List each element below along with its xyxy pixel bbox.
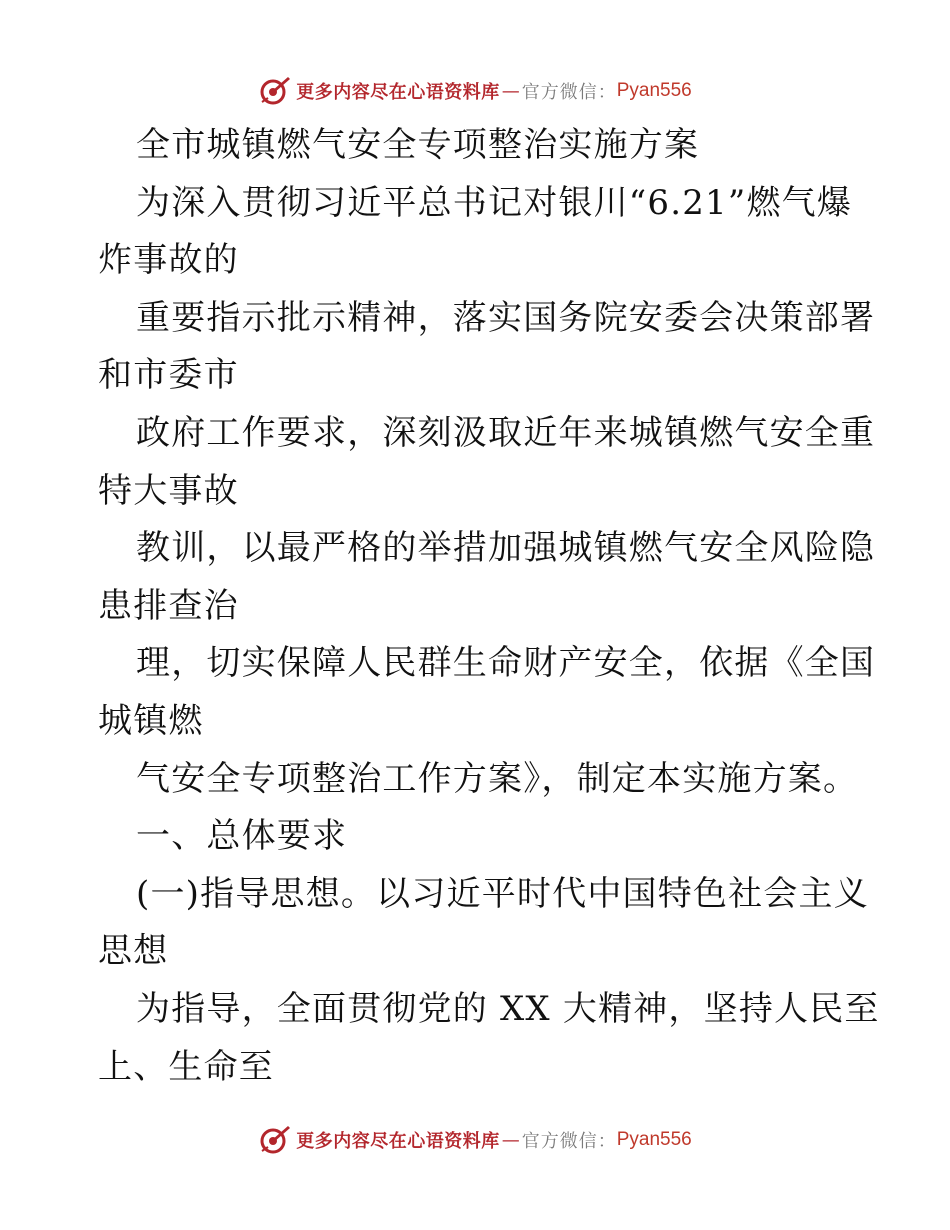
document-title: 全市城镇燃气安全专项整治实施方案 (136, 125, 700, 165)
section-heading: 一、总体要求 (136, 816, 348, 857)
header-banner (0, 71, 950, 111)
text-line: 上、生命至 (98, 1046, 274, 1087)
header-separator: — (501, 80, 520, 102)
text-line: 患排查治 (98, 585, 239, 626)
text-line: 和市委市 (98, 355, 239, 396)
text-line: 为指导，全面贯彻党的 XX 大精神，坚持人民至 (136, 988, 880, 1029)
footer-separator: — (501, 1129, 520, 1151)
text-line: 特大事故 (98, 470, 239, 511)
text-line: 为深入贯彻习近平总书记对银川“6.21”燃气爆 (136, 182, 853, 223)
footer-wechat-label: 官方微信： (521, 1131, 617, 1152)
pen-logo-icon (258, 74, 292, 108)
text-line: 思想 (98, 931, 169, 972)
text-line: 教训，以最严格的举措加强城镇燃气安全风险隐 (136, 528, 876, 569)
header-wechat-label: 官方微信： (521, 82, 617, 103)
footer-wechat-id: Pyan556 (616, 1129, 692, 1150)
text-line: 炸事故的 (98, 240, 239, 281)
text-line: 气安全专项整治工作方案》，制定本实施方案。 (136, 758, 859, 799)
footer-promo-text: 更多内容尽在心语资料库 (296, 1131, 500, 1152)
text-line: 理，切实保障人民群生命财产安全，依据《全国 (136, 643, 876, 684)
pen-logo-icon (258, 1123, 292, 1157)
text-line: 城镇燃 (98, 700, 204, 741)
document-body (98, 117, 880, 1096)
header-wechat-id: Pyan556 (616, 80, 692, 101)
text-line: 政府工作要求，深刻汲取近年来城镇燃气安全重 (136, 412, 876, 453)
footer-banner (0, 1120, 950, 1160)
header-promo-text: 更多内容尽在心语资料库 (296, 82, 500, 103)
text-line: 重要指示批示精神，落实国务院安委会决策部署 (136, 297, 876, 338)
text-line: (一)指导思想。以习近平时代中国特色社会主义 (136, 873, 869, 914)
